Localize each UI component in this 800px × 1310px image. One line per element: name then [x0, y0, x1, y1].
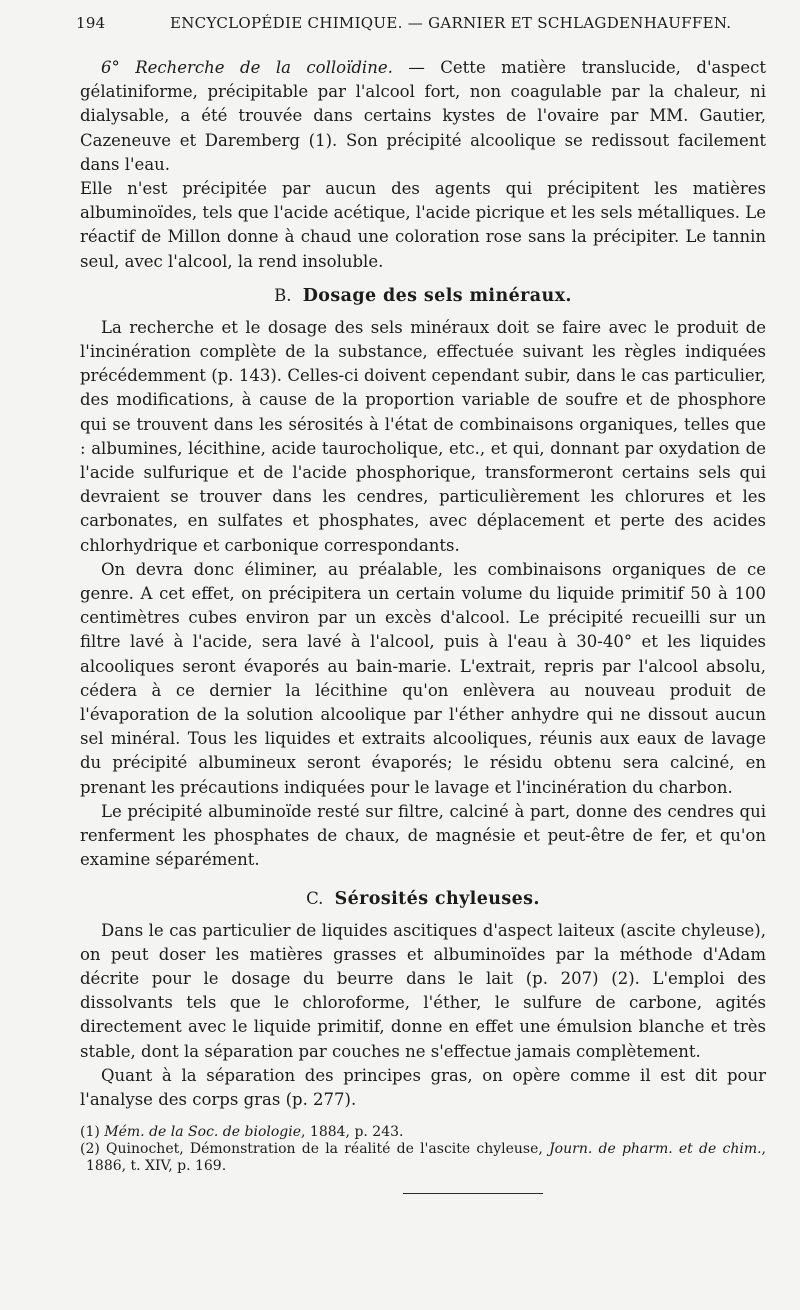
- footnote-text: , 1884, p. 243.: [301, 1124, 404, 1141]
- footnote-source: Mém. de la Soc. de biologie: [104, 1124, 302, 1141]
- footnote-1: [80, 1124, 766, 1141]
- section-letter: C.: [306, 888, 324, 908]
- footnote-mark: (2): [80, 1141, 107, 1158]
- paragraph-text: — Cette matière translucide, d'aspect gélatiniforme, précipitable par l'alcool fort, non coagulable par la chaleur, ni dialysable, a été trouvée dans certains kystes de l'ovaire par MM. Gautier, Cazeneuve et Daremberg (1). Son précipité alcoolique se redissout facilement dans l'eau.: [80, 58, 766, 174]
- paragraph-text: Dans le cas particulier de liquides ascitiques d'aspect laiteux (ascite chyleuse), on peut doser les matières grasses et albuminoïdes par la méthode d'Adam décrite pour le dosage du beurre dans le lait (p. 207) (2). L'emploi des dissolvants tels que le chloroforme, l'éther, le sulfure de carbone, agités directement avec le liquide primitif, donne en effet une émulsion blanche et très stable, dont la séparation par couches ne s'effectue jamais complètement.: [80, 920, 766, 1061]
- section-title: Dosage des sels minéraux.: [302, 285, 572, 306]
- footnote-source: Journ. de pharm. et de chim.: [549, 1141, 762, 1158]
- page-number: 194: [76, 14, 106, 32]
- paragraph-text: Elle n'est précipitée par aucun des agents qui précipitent les matières albuminoïdes, tels que l'acide acétique, l'acide picrique et les sels métalliques. Le réactif de Millon donne à chaud une coloration rose sans la précipiter. Le tannin seul, avec l'alcool, la rend insoluble.: [80, 179, 767, 271]
- paragraph-text: La recherche et le dosage des sels minéraux doit se faire avec le produit de l'incinération complète de la substance, effectuée suivant les règles indiquées précédemment (p. 143). Celles-ci doivent cependant subir, dans le cas particulier, des modifications, à cause de la proportion variable de soufre et de phosphore qui se trouvent dans les sérosités à l'état de combinaisons organiques, telles que : albumines, lécithine, acide taurocholique, etc., et qui, donnant par oxydation de l'acide sulfurique et de l'acide phosphorique, transformeront certains sels qui devraient se trouver dans les cendres, particulièrement les chlorures et les carbonates, en sulfates et phosphates, avec déplacement et perte des acides chlorhydrique et carbonique correspondants.: [80, 317, 766, 555]
- paragraph-colloidine: [80, 56, 766, 177]
- footnote-2: [80, 1141, 766, 1175]
- section-heading-c: [80, 887, 766, 911]
- running-title: ENCYCLOPÉDIE CHIMIQUE. — GARNIER ET SCHLAGDENHAUFFEN.: [170, 14, 732, 32]
- end-rule: [403, 1193, 543, 1194]
- section-heading-b: [80, 284, 766, 308]
- footnotes: [80, 1124, 766, 1175]
- section-letter: B.: [274, 285, 292, 305]
- section-title: Sérosités chyleuses.: [334, 888, 540, 909]
- paragraph-text: On devra donc éliminer, au préalable, les combinaisons organiques de ce genre. A cet effet, on précipitera un certain volume du liquide primitif 50 à 100 centimètres cubes environ par un excès d'alcool. Le précipité recueilli sur un filtre lavé à l'acide, sera lavé à l'alcool, puis à l'eau à 30-40° et les liquides alcooliques seront évaporés au bain-marie. L'extrait, repris par l'alcool absolu, cédera à ce dernier la lécithine qu'on enlèvera au nouveau produit de l'évaporation de la solution alcoolique par l'éther anhydre qui ne dissout aucun sel minéral. Tous les liquides et extraits alcooliques, réunis aux eaux de lavage du précipité albumineux seront évaporés; le résidu obtenu sera calciné, en prenant les précautions indiquées pour le lavage et l'incinération du charbon.: [80, 559, 766, 797]
- main-text: [80, 56, 766, 1194]
- footnote-text: , 1886, t. XIV, p. 169.: [86, 1141, 766, 1175]
- footnote-text: Quinochet, Démonstration de la réalité de l'ascite chyleuse,: [106, 1141, 550, 1158]
- paragraph-text: Le précipité albuminoïde resté sur filtre, calciné à part, donne des cendres qui renferment les phosphates de chaux, de magnésie et peut-être de fer, et qu'on examine séparément.: [80, 801, 766, 870]
- paragraph-text: Quant à la séparation des principes gras, on opère comme il est dit pour l'analyse des corps gras (p. 277).: [80, 1065, 766, 1109]
- paragraph-heading: 6° Recherche de la colloïdine.: [101, 58, 393, 77]
- footnote-mark: (1): [80, 1124, 105, 1141]
